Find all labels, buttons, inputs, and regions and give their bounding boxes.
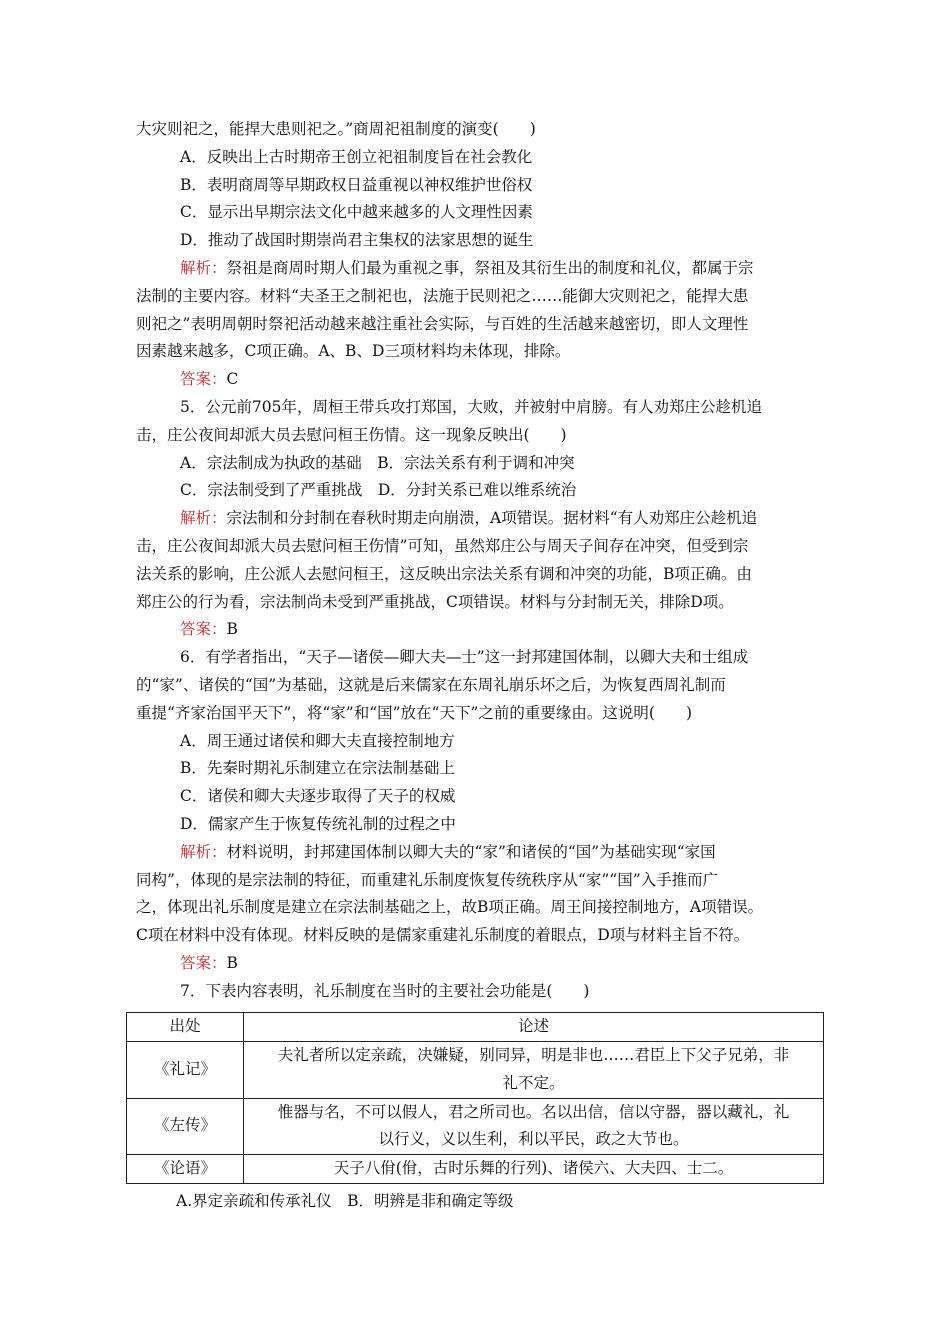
text-line: 击，庄公夜间却派大员去慰问桓王伤情。这一现象反映出( ) (136, 425, 567, 444)
table-cell-statement: 天子八佾(佾，古时乐舞的行列)、诸侯六、大夫四、士二。 (244, 1155, 824, 1184)
answer-value: B (226, 620, 238, 639)
text-line: 同构”，体现的是宗法制的特征，而重建礼乐制度恢复传统秩序从“家”“国”入手推而广 (136, 870, 719, 889)
option-a: A．反映出上古时期帝王创立祀祖制度旨在社会教化 (180, 147, 533, 166)
text-line: 的“家”、诸侯的“国”为基础，这就是后来儒家在东周礼崩乐坏之后，为恢复西周礼制而 (136, 675, 726, 694)
analysis-label: 解析： (180, 258, 227, 277)
analysis-label: 解析： (180, 509, 227, 528)
question-5: 5．公元前705年，周桓王带兵攻打郑国，大败，并被射中肩膀。有人劝郑庄公趁机追 (180, 397, 762, 416)
text-line: 法制的主要内容。材料“夫圣王之制祀也，法施于民则祀之……能御大灾则祀之，能捍大患 (136, 286, 749, 305)
analysis-text: 材料说明，封邦建国体制以卿大夫的“家”和诸侯的“国”为基础实现“家国 (226, 842, 716, 861)
analysis-text: 宗法制和分封制在春秋时期走向崩溃，A项错误。据材料“有人劝郑庄公趁机追 (226, 509, 758, 528)
table-cell-source: 《左传》 (127, 1098, 244, 1155)
table-row (127, 1042, 824, 1099)
table-cell-statement: 夫礼者所以定亲疏，决嫌疑，别同异，明是非也……君臣上下父子兄弟，非 礼不定。 (244, 1042, 824, 1099)
answer-line (136, 950, 826, 978)
text-line: C项在材料中没有体现。材料反映的是儒家重建礼乐制度的着眼点，D项与材料主旨不符。 (136, 926, 750, 945)
option-b: B．先秦时期礼乐制建立在宗法制基础上 (180, 759, 455, 778)
table-header-row (127, 1013, 824, 1042)
text-line: 郑庄公的行为看，宗法制尚未受到严重挑战，C项错误。材料与分封制无关，排除D项。 (136, 592, 734, 611)
answer-line (136, 366, 826, 394)
analysis-line (136, 255, 826, 283)
table-cell-statement: 惟器与名，不可以假人，君之所司也。名以出信，信以守器，器以藏礼，礼 以行义，义以生利，利以平民，政之大节也。 (244, 1098, 824, 1155)
question-6: 6．有学者指出，“天子—诸侯—卿大夫—士”这一封邦建国体制，以卿大夫和士组成 (180, 648, 749, 667)
answer-line (136, 616, 826, 644)
analysis-line (136, 505, 826, 533)
answer-value: B (226, 953, 238, 972)
option-ab: A．宗法制成为执政的基础 B．宗法关系有利于调和冲突 (180, 453, 575, 472)
option-c: C．诸侯和卿大夫逐步取得了天子的权威 (180, 787, 456, 806)
option-d: D．推动了战国时期崇尚君主集权的法家思想的诞生 (180, 231, 534, 250)
text-line: 击，庄公夜间却派大员去慰问桓王伤情”可知，虽然郑庄公与周天子间存在冲突，但受到宗 (136, 536, 749, 555)
text-line: 则祀之”表明周朝时祭祀活动越来越注重社会实际，与百姓的生活越来越密切，即人文理性 (136, 314, 749, 333)
document-body (136, 116, 826, 1006)
analysis-line (136, 839, 826, 867)
text-line: 之，体现出礼乐制度是建立在宗法制基础之上，故B项正确。周王间接控制地方，A项错误。 (136, 898, 764, 917)
answer-value: C (226, 370, 239, 389)
text-line: 重提“齐家治国平天下”，将“家”和“国”放在“天下”之前的重要缘由。这说明( ) (136, 703, 692, 722)
sources-table (126, 1012, 824, 1184)
text-line: 法关系的影响，庄公派人去慰问桓王，这反映出宗法关系有调和冲突的功能，B项正确。由 (136, 564, 752, 583)
table-header-statement: 论述 (244, 1013, 824, 1042)
option-c: C．显示出早期宗法文化中越来越多的人文理性因素 (180, 203, 533, 222)
text-line: 因素越来越多，C项正确。A、B、D三项材料均未体现，排除。 (136, 342, 571, 361)
option-a: A．周王通过诸侯和卿大夫直接控制地方 (180, 731, 455, 750)
table-row (127, 1098, 824, 1155)
answer-label: 答案： (180, 370, 227, 389)
option-d: D．儒家产生于恢复传统礼制的过程之中 (180, 814, 456, 833)
option-cd: C．宗法制受到了严重挑战 D．分封关系已难以维系统治 (180, 481, 577, 500)
table-cell-source: 《论语》 (127, 1155, 244, 1184)
table-cell-source: 《礼记》 (127, 1042, 244, 1099)
options-after-table: A.界定亲疏和传承礼仪 B．明辨是非和确定等级 (176, 1192, 514, 1210)
answer-label: 答案： (180, 953, 227, 972)
answer-label: 答案： (180, 620, 227, 639)
table-header-source: 出处 (127, 1013, 244, 1042)
table-row (127, 1155, 824, 1184)
text-line: 大灾则祀之，能捍大患则祀之。”商周祀祖制度的演变( ) (136, 120, 536, 138)
analysis-label: 解析： (180, 842, 227, 861)
option-b: B．表明商周等早期政权日益重视以神权维护世俗权 (180, 175, 533, 194)
question-7: 7．下表内容表明，礼乐制度在当时的主要社会功能是( ) (180, 981, 590, 1000)
analysis-text: 祭祖是商周时期人们最为重视之事，祭祖及其衍生出的制度和礼仪，都属于宗 (226, 258, 754, 277)
